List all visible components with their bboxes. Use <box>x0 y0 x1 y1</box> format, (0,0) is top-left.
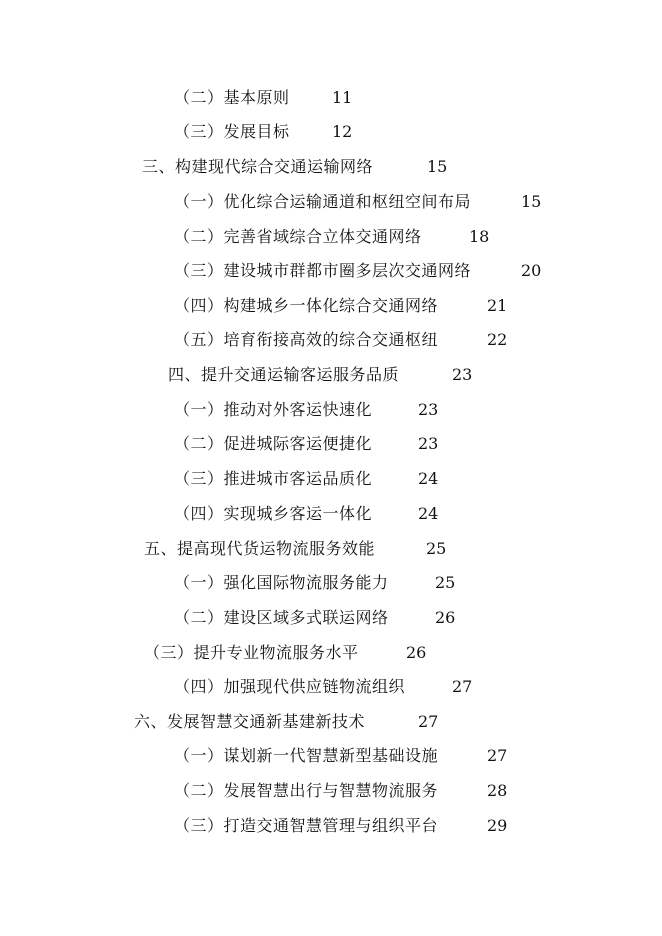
toc-entry-page: 24 <box>418 504 439 523</box>
toc-entry-page: 12 <box>332 122 353 141</box>
toc-entry-page: 23 <box>452 365 473 384</box>
toc-entry-title: （三）发展目标 <box>174 122 290 141</box>
toc-entry-page: 27 <box>487 746 508 765</box>
toc-entry-page: 24 <box>418 469 439 488</box>
toc-entry-page: 27 <box>418 712 439 731</box>
toc-entry-title: （二）完善省域综合立体交通网络 <box>174 227 422 246</box>
toc-entry-title: （四）构建城乡一体化综合交通网络 <box>174 296 439 315</box>
toc-entry-page: 15 <box>427 157 448 176</box>
toc-entry-page: 23 <box>418 400 439 419</box>
toc-entry-page: 28 <box>487 781 508 800</box>
toc-entry-title: 六、发展智慧交通新基建新技术 <box>134 712 366 731</box>
toc-entry-title: （一）推动对外客运快速化 <box>174 400 373 419</box>
toc-entry-title: （二）发展智慧出行与智慧物流服务 <box>174 781 439 800</box>
toc-entry-title: （二）基本原则 <box>174 88 290 107</box>
toc-entry-page: 22 <box>487 330 508 349</box>
toc-entry-title: （四）实现城乡客运一体化 <box>174 504 373 523</box>
toc-entry-title: （一）强化国际物流服务能力 <box>174 573 389 592</box>
toc-entry-title: （二）建设区域多式联运网络 <box>174 608 389 627</box>
toc-entry-title: （四）加强现代供应链物流组织 <box>174 677 406 696</box>
toc-entry-page: 20 <box>521 261 542 280</box>
toc-entry-title: （三）打造交通智慧管理与组织平台 <box>174 816 439 835</box>
toc-entry-title: （三）提升专业物流服务水平 <box>144 643 359 662</box>
toc-entry-title: （一）优化综合运输通道和枢纽空间布局 <box>174 192 472 211</box>
toc-entry-page: 26 <box>406 643 427 662</box>
toc-entry-title: （三）推进城市客运品质化 <box>174 469 373 488</box>
toc-entry-title: 四、提升交通运输客运服务品质 <box>168 365 400 384</box>
toc-entry-page: 25 <box>435 573 456 592</box>
toc-entry-page: 27 <box>452 677 473 696</box>
toc-entry-page: 23 <box>418 434 439 453</box>
toc-entry-page: 29 <box>487 816 508 835</box>
toc-entry-page: 15 <box>521 192 542 211</box>
toc-entry-page: 25 <box>426 539 447 558</box>
toc-entry-title: 三、构建现代综合交通运输网络 <box>142 157 374 176</box>
toc-entry-page: 26 <box>435 608 456 627</box>
toc-entry-title: 五、提高现代货运物流服务效能 <box>144 539 376 558</box>
toc-entry-title: （三）建设城市群都市圈多层次交通网络 <box>174 261 472 280</box>
toc-entry-title: （五）培育衔接高效的综合交通枢纽 <box>174 330 439 349</box>
toc-entry-title: （一）谋划新一代智慧新型基础设施 <box>174 746 439 765</box>
toc-entry-page: 11 <box>332 88 353 107</box>
toc-entry-page: 21 <box>487 296 508 315</box>
toc-entry-title: （二）促进城际客运便捷化 <box>174 434 373 453</box>
toc-entry-page: 18 <box>469 227 490 246</box>
